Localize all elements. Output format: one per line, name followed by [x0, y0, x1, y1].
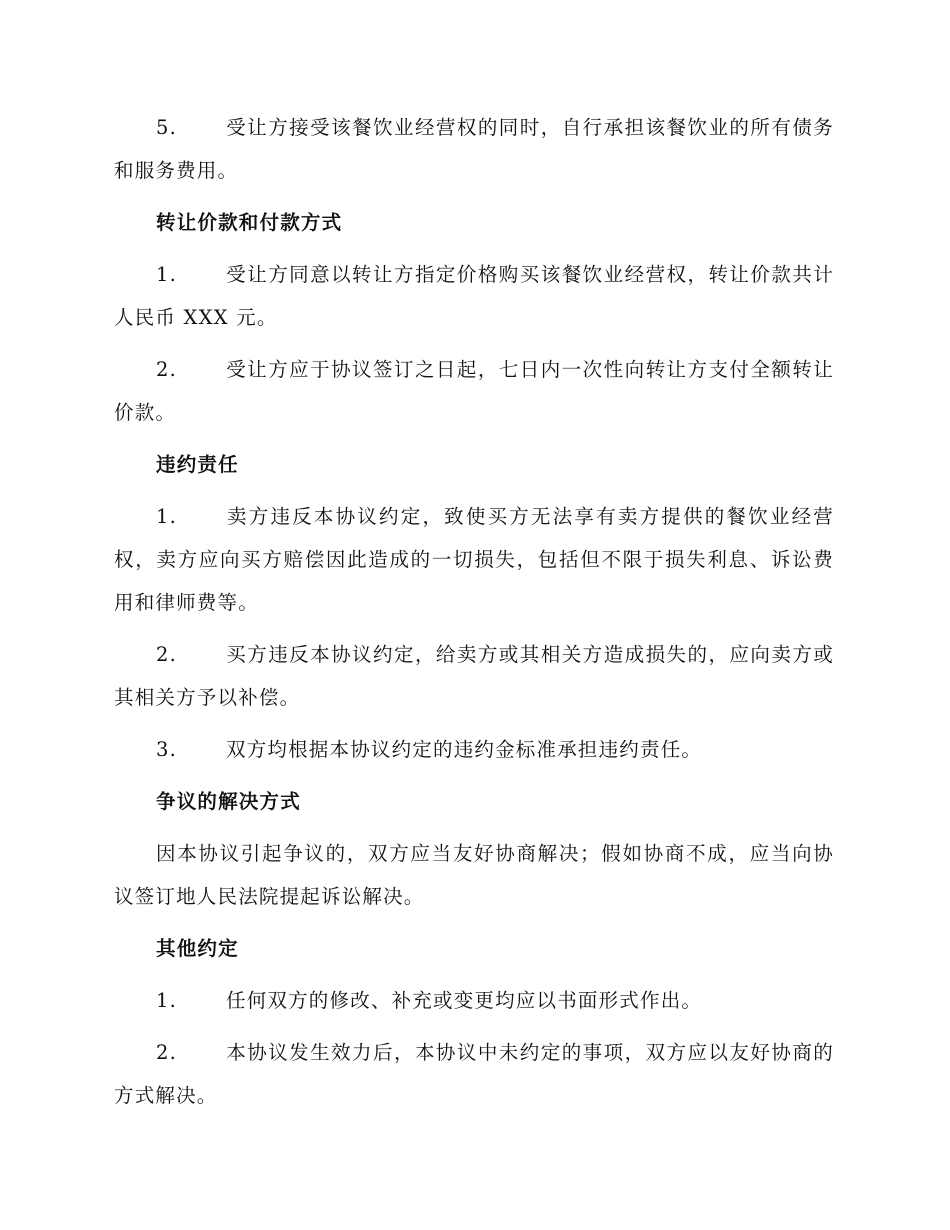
clause-other-1 — [114, 979, 834, 1022]
section-heading-payment: 转让价款和付款方式 — [156, 211, 343, 234]
clause-text: 受让方接受该餐饮业经营权的同时，自行承担该餐饮业的所有债务和服务费用。 — [114, 116, 834, 182]
clause-payment-1 — [114, 253, 834, 339]
section-heading-other: 其他约定 — [156, 937, 239, 960]
clause-number: 2. — [156, 358, 178, 381]
clause-text: 本协议发生效力后，本协议中未约定的事项，双方应以友好协商的方式解决。 — [114, 1041, 834, 1107]
clause-number: 5. — [156, 116, 178, 139]
clause-transfer-5 — [114, 106, 834, 192]
clause-number: 1. — [156, 989, 178, 1012]
section-heading-liability: 违约责任 — [156, 453, 239, 476]
clause-other-2 — [114, 1031, 834, 1117]
clause-payment-2 — [114, 348, 834, 434]
clause-liability-1 — [114, 495, 834, 624]
clause-text: 受让方同意以转让方指定价格购买该餐饮业经营权，转让价款共计人民币 XXX 元。 — [114, 263, 834, 329]
clause-dispute: 因本协议引起争议的，双方应当友好协商解决；假如协商不成，应当向协议签订地人民法院提起诉讼解决。 — [114, 842, 834, 908]
document-body — [114, 106, 834, 1126]
clause-text: 受让方应于协议签订之日起，七日内一次性向转让方支付全额转让价款。 — [114, 358, 834, 424]
clause-number: 2. — [156, 643, 178, 666]
clause-text: 卖方违反本协议约定，致使买方无法享有卖方提供的餐饮业经营权，卖方应向买方赔偿因此造成的一切损失，包括但不限于损失利息、诉讼费用和律师费等。 — [114, 505, 834, 614]
clause-text: 双方均根据本协议约定的违约金标准承担违约责任。 — [226, 738, 703, 761]
clause-text: 任何双方的修改、补充或变更均应以书面形式作出。 — [226, 989, 703, 1012]
clause-text: 买方违反本协议约定，给卖方或其相关方造成损失的，应向卖方或其相关方予以补偿。 — [114, 643, 834, 709]
clause-number: 1. — [156, 505, 178, 528]
clause-number: 1. — [156, 263, 178, 286]
clause-number: 3. — [156, 738, 178, 761]
clause-liability-2 — [114, 633, 834, 719]
clause-number: 2. — [156, 1041, 178, 1064]
section-heading-dispute: 争议的解决方式 — [156, 790, 301, 813]
clause-liability-3 — [114, 728, 834, 771]
